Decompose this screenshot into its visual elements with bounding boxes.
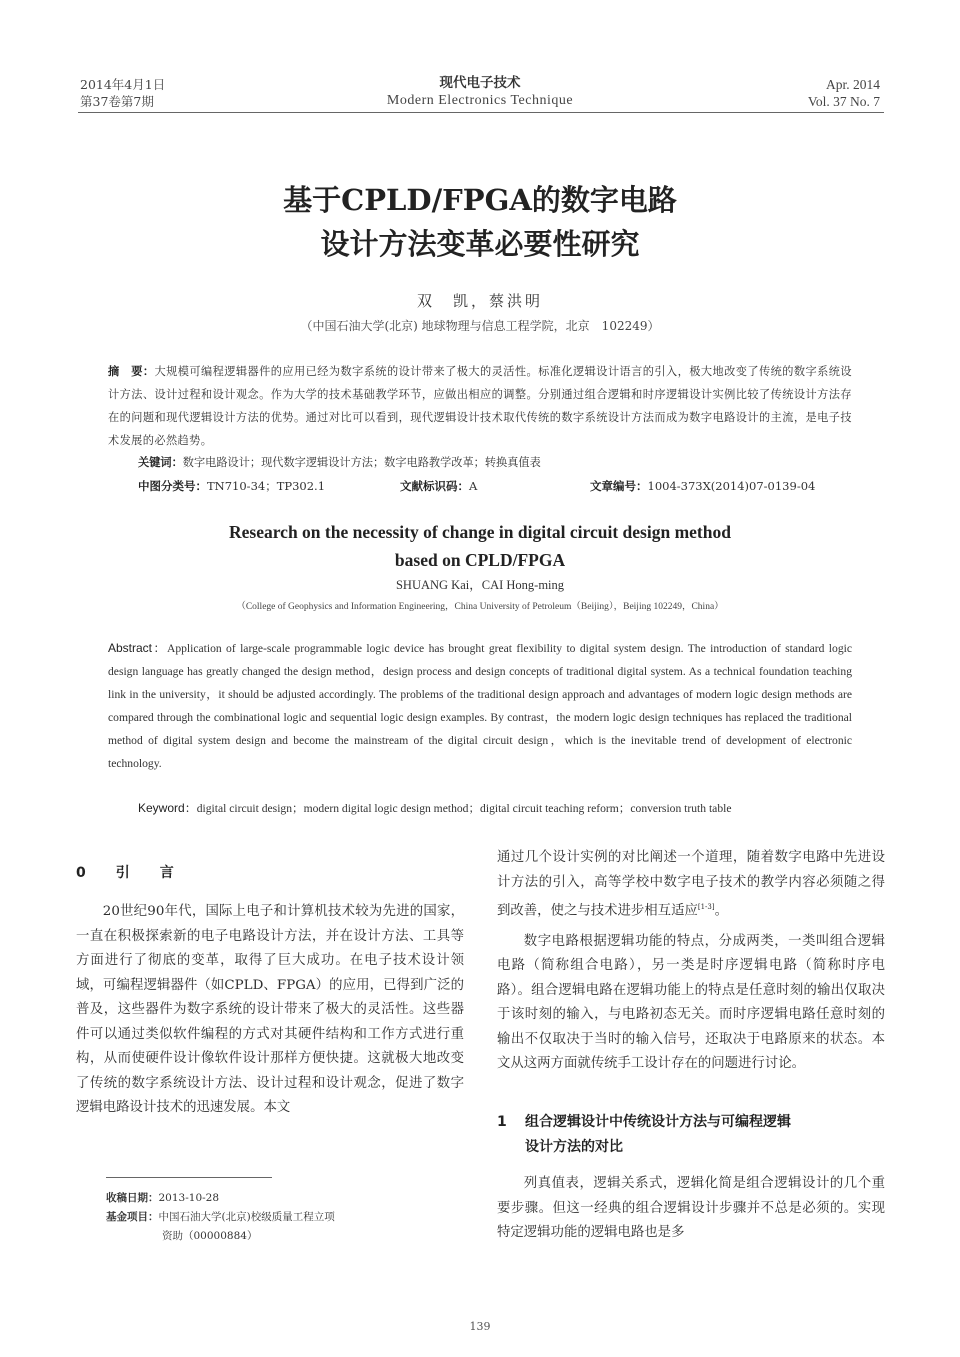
abstract-en-label: Abstract： (108, 641, 167, 655)
intro-paragraph-1: 20世纪90年代，国际上电子和计算机技术较为先进的国家，一直在积极探索新的电子电路设计方法，并在设计方法、工具等方面进行了彻底的变革，取得了巨大成功。在电子技术设计领域，可编程逻辑器件（如CPLD、FPGA）的应用，已得到广泛的普及，这些器件为数字系统的设计带来了极大的灵活性。这些器件可以通过类似软件编程的方式对其硬件结构和工作方式进行重构，从而使硬件设计像软件设计那样方便快捷。这就极大地改变了传统的数字系统设计方法、设计过程和设计观念，促进了数字逻辑电路设计技术的迅速发展。本文 (76, 904, 464, 1115)
header-volume-cn: 第37卷第7期 (80, 94, 154, 109)
section-0-heading: 0 引 言 (76, 865, 182, 881)
reference-1-3: [1-3] (697, 903, 715, 911)
english-authors: SHUANG Kai，CAI Hong-ming (395, 578, 565, 592)
header-right (808, 76, 880, 110)
header-date-en: Apr. 2014 (826, 77, 880, 92)
abstract-en (108, 637, 852, 775)
english-title-line-1: Research on the necessity of change in digital circuit design method (229, 522, 731, 542)
section-1-heading (497, 1110, 889, 1160)
section-1-paragraph-1: 列真值表，逻辑关系式，逻辑化简是组合逻辑设计的几个重要步骤。但这一经典的组合逻辑设计步骤并不总是必须的。实现特定逻辑功能的逻辑电路也是多 (497, 1176, 885, 1240)
footnote (106, 1189, 335, 1246)
intro-paragraph-2: 数字电路根据逻辑功能的特点，分成两类，一类叫组合逻辑电路（简称组合电路），另一类是时序逻辑电路（简称时序电路）。组合逻辑电路在逻辑功能上的特点是任意时刻的输出仅取决于该时刻的输入，与电路初态无关。而时序逻辑电路任意时刻的输出不仅取决于当时的输入信号，还取决于电路原来的状态。本文从这两方面就传统手工设计存在的问题进行讨论。 (497, 933, 885, 1072)
header-divider (78, 112, 884, 113)
footnote-received (106, 1189, 335, 1208)
header-left (80, 76, 165, 110)
abstract-cn (108, 360, 852, 452)
clc-value: TN710-34；TP302.1 (207, 479, 326, 493)
header-journal (330, 75, 630, 109)
english-title-line-2: based on CPLD/FPGA (394, 550, 566, 570)
left-column (76, 900, 464, 1168)
document-code (400, 477, 477, 495)
clc-label: 中图分类号： (138, 479, 207, 493)
abstract-en-text: Application of large-scale programmable logic device has brought great flexibility to digital system design. The introduction of standard logic design language has greatly changed the design method，design process and design concepts of traditional digital system. As a technical foundation teaching link in the university，it should be adjusted accordingly. The problems of the traditional design approach and advantages of modern logic design methods are compared through the combinational logic and sequential logic design examples. By contrast，the modern logic design techniques has replaced the traditional method of digital system design and become the mainstream of the digital circuit design，which is the inevitable trend of development of electronic technology. (108, 642, 852, 770)
english-title (120, 518, 840, 574)
authors-cn: 双 凯，蔡洪明 (416, 292, 543, 310)
title-line-2: 设计方法变革必要性研究 (320, 227, 640, 261)
intro-paragraph-1-continued (497, 846, 885, 924)
paper-title (120, 178, 840, 266)
clc-number (138, 477, 325, 495)
abstract-cn-text: 大规模可编程逻辑器件的应用已经为数字系统的设计带来了极大的灵活性。标准化逻辑设计语言的引入，极大地改变了传统的数字系统设计方法、设计过程和设计观念。作为大学的技术基础教学环节，应做出相应的调整。分别通过组合逻辑和时序逻辑设计实例比较了传统设计方法存在的问题和现代逻辑设计方法的优势。通过对比可以看到，现代逻辑设计技术取代传统的数字系统设计方法而成为数字电路设计的主流，是电子技术发展的必然趋势。 (108, 365, 852, 447)
keywords-en (138, 799, 852, 818)
fund-line-1: 中国石油大学(北京)校级质量工程立项 (158, 1211, 335, 1223)
header-date-cn: 2014年4月1日 (80, 77, 166, 92)
article-number-value: 1004-373X(2014)07-0139-04 (647, 479, 816, 493)
received-label: 收稿日期： (106, 1192, 159, 1204)
journal-name-cn: 现代电子技术 (439, 75, 521, 91)
received-date: 2013-10-28 (158, 1192, 220, 1204)
header-volume-en: Vol. 37 No. 7 (807, 94, 880, 109)
intro-cont-text: 通过几个设计实例的对比阐述一个道理，随着数字电路中先进设计方法的引入，高等学校中数字电子技术的教学内容必须随之得到改善，使之与技术进步相互适应 (497, 850, 885, 919)
doc-code-label: 文献标识码： (400, 479, 469, 493)
section-1-heading-line-2: 设计方法的对比 (525, 1139, 623, 1155)
footnote-divider (106, 1177, 272, 1178)
keywords-cn-label: 关键词： (138, 456, 183, 469)
article-number-label: 文章编号： (590, 479, 648, 493)
page-number: 139 (469, 1320, 491, 1333)
journal-name-en: Modern Electronics Technique (386, 93, 574, 108)
title-line-1: 基于CPLD/FPGA的数字电路 (283, 183, 677, 217)
keywords-cn (138, 454, 852, 472)
abstract-cn-label: 摘 要： (108, 365, 155, 378)
doc-code-value: A (469, 479, 478, 493)
section-1-number: 1 (497, 1114, 507, 1130)
fund-label: 基金项目： (106, 1211, 159, 1223)
right-column-top (497, 846, 885, 1077)
article-number (590, 477, 815, 495)
footnote-fund (106, 1208, 335, 1227)
keywords-en-label: Keyword： (138, 801, 197, 815)
right-column-bottom (497, 1172, 885, 1246)
fund-line-2: 资助（00000884） (162, 1230, 258, 1242)
keywords-en-text: digital circuit design；modern digital logic design method；digital circuit teaching reform；conversion truth table (196, 802, 732, 815)
keywords-cn-text: 数字电路设计；现代数字逻辑设计方法；数字电路教学改革；转换真值表 (182, 456, 541, 469)
intro-cont-end: 。 (714, 903, 728, 919)
section-1-heading-line-1: 组合逻辑设计中传统设计方法与可编程逻辑 (525, 1114, 791, 1130)
affiliation-cn: （中国石油大学(北京) 地球物理与信息工程学院，北京 102249） (300, 319, 660, 333)
english-affiliation: （College of Geophysics and Information Engineering，China University of Petroleum（Beijing），Beijing 102249，China） (236, 602, 724, 612)
